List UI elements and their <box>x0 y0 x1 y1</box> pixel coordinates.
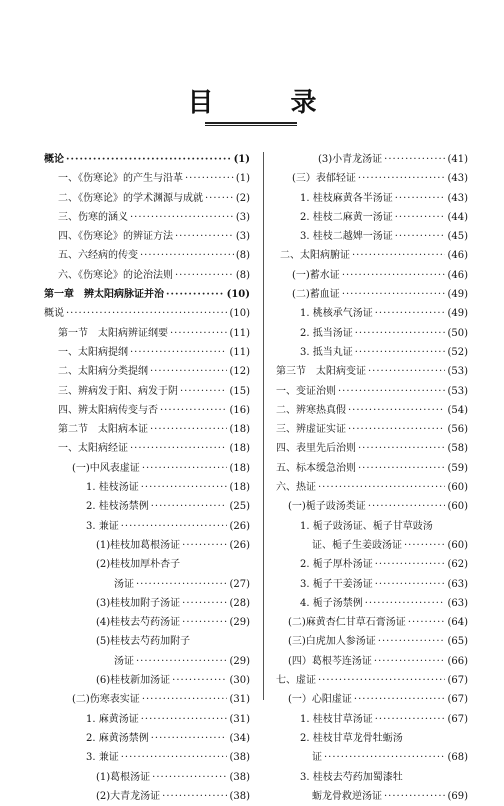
toc-leader-dots <box>375 710 446 729</box>
toc-entry-page: (26) <box>229 539 250 551</box>
toc-leader-dots <box>170 324 227 343</box>
toc-entry-label: 一、变证治则 <box>276 385 336 397</box>
toc-entry[interactable] <box>276 748 468 767</box>
toc-entry-page: (31) <box>229 694 250 706</box>
toc-entry-label: 三、伤寒的涵义 <box>58 211 128 223</box>
toc-entry-label: 六、《伤寒论》的论治法则 <box>58 269 173 281</box>
toc-leader-dots <box>66 304 227 323</box>
toc-entry[interactable] <box>276 169 468 188</box>
toc-entry-label: (二)伤寒表实证 <box>72 694 140 706</box>
toc-entry-label: 二、太阳病分类提纲 <box>58 366 148 378</box>
toc-entry[interactable] <box>44 632 250 651</box>
toc-entry-page: (46) <box>447 269 468 281</box>
toc-entry[interactable] <box>44 594 250 613</box>
toc-leader-dots <box>358 459 445 478</box>
toc-entry-label: 3. 兼证 <box>86 752 119 764</box>
toc-entry-label: 2. 桂枝甘草龙骨牡蛎汤 <box>300 732 403 744</box>
toc-leader-dots <box>121 748 228 767</box>
toc-entry-label: 一、太阳病经证 <box>58 443 128 455</box>
toc-entry[interactable] <box>44 555 250 574</box>
toc-entry-label: 五、标本缓急治则 <box>276 462 356 474</box>
toc-entry-page: (15) <box>229 385 250 397</box>
toc-entry[interactable] <box>44 227 250 246</box>
toc-leader-dots <box>182 536 227 555</box>
toc-leader-dots <box>130 208 234 227</box>
toc-entry-page: (50) <box>447 327 468 339</box>
toc-entry[interactable] <box>44 246 250 265</box>
toc-entry-label: 汤证 <box>114 578 134 590</box>
toc-leader-dots <box>368 497 446 516</box>
toc-entry-page: (41) <box>447 154 468 165</box>
toc-leader-dots <box>141 478 228 497</box>
toc-entry-page: (38) <box>229 790 250 802</box>
toc-entry[interactable] <box>44 652 250 671</box>
toc-entry[interactable] <box>44 671 250 690</box>
title-rule <box>205 122 297 124</box>
toc-entry-label: 概论 <box>44 154 64 165</box>
toc-entry[interactable] <box>44 343 250 362</box>
toc-entry-label: 第一章 辨太阳病脉证并治 <box>44 289 164 301</box>
toc-leader-dots <box>368 362 445 381</box>
toc-leader-dots <box>318 478 445 497</box>
toc-entry-label: 2. 抵当汤证 <box>300 327 353 339</box>
toc-entry-page: (25) <box>229 501 250 513</box>
toc-entry[interactable] <box>44 169 250 188</box>
toc-leader-dots <box>130 439 227 458</box>
toc-entry[interactable] <box>276 459 468 478</box>
toc-entry-page: (18) <box>229 482 250 494</box>
toc-entry-page: (8) <box>235 250 250 262</box>
toc-entry-label: 第三节 太阳病变证 <box>276 366 366 378</box>
toc-entry[interactable] <box>44 536 250 555</box>
toc-leader-dots <box>121 517 228 536</box>
toc-leader-dots <box>182 594 227 613</box>
toc-entry[interactable] <box>276 517 468 536</box>
toc-entry-page: (34) <box>229 732 250 744</box>
toc-entry-page: (52) <box>447 346 468 358</box>
toc-entry[interactable] <box>44 439 250 458</box>
toc-leader-dots <box>404 536 445 555</box>
toc-entry[interactable] <box>276 227 468 246</box>
toc-leader-dots <box>151 497 228 516</box>
toc-entry-page: (38) <box>229 752 250 764</box>
toc-leader-dots <box>166 285 225 304</box>
toc-entry-page: (1) <box>235 173 250 185</box>
toc-entry[interactable] <box>276 304 468 323</box>
toc-entry-label: (四）葛根芩连汤证 <box>288 655 372 667</box>
toc-entry[interactable] <box>44 459 250 478</box>
toc-entry-label: 一、太阳病提纲 <box>58 346 128 358</box>
toc-leader-dots <box>375 575 446 594</box>
toc-leader-dots <box>175 227 234 246</box>
toc-entry[interactable] <box>276 401 468 420</box>
toc-entry[interactable] <box>44 420 250 439</box>
toc-entry[interactable] <box>276 710 468 729</box>
toc-entry-page: (3) <box>235 231 250 243</box>
toc-leader-dots <box>150 420 227 439</box>
toc-entry[interactable] <box>44 189 250 208</box>
toc-leader-dots <box>355 324 446 343</box>
toc-leader-dots <box>355 343 446 362</box>
toc-entry-label: 2. 麻黄汤禁例 <box>86 732 149 744</box>
toc-entry-page: (18) <box>229 443 250 455</box>
toc-entry[interactable] <box>44 748 250 767</box>
toc-entry-label: 三、辨虚证实证 <box>276 424 346 436</box>
toc-entry-label: 2. 桂枝二麻黄一汤证 <box>300 211 393 223</box>
toc-entry-page: (43) <box>447 173 468 185</box>
toc-entry-page: (8) <box>235 269 250 281</box>
toc-leader-dots <box>358 169 446 188</box>
toc-entry-label: (2)桂枝加厚朴杏子 <box>96 559 181 571</box>
toc-entry[interactable] <box>44 401 250 420</box>
toc-entry[interactable] <box>276 787 468 806</box>
toc-entry-page: (44) <box>447 211 468 223</box>
toc-right-column <box>276 150 468 806</box>
toc-entry-page: (53) <box>447 385 468 397</box>
toc-leader-dots <box>142 690 228 709</box>
toc-entry-page: (46) <box>447 250 468 262</box>
toc-entry-page: (54) <box>447 404 468 416</box>
toc-entry-label: (三)白虎加人参汤证 <box>288 636 376 648</box>
toc-entry-page: (27) <box>229 578 250 590</box>
toc-leader-dots <box>130 343 227 362</box>
toc-entry-label: 1. 桂枝麻黄各半汤证 <box>300 192 393 204</box>
toc-entry-label: (一）心阳虚证 <box>288 694 352 706</box>
toc-entry[interactable] <box>276 150 468 169</box>
toc-entry-label: 蛎龙骨救逆汤证 <box>312 790 382 802</box>
toc-leader-dots <box>182 613 227 632</box>
toc-entry-page: (16) <box>229 404 250 416</box>
toc-entry-label: 第二节 太阳病本证 <box>58 424 148 436</box>
toc-leader-dots <box>354 690 446 709</box>
toc-entry[interactable] <box>44 690 250 709</box>
toc-leader-dots <box>324 748 445 767</box>
toc-entry-label: 4. 栀子汤禁例 <box>300 597 363 609</box>
toc-entry[interactable] <box>276 575 468 594</box>
toc-leader-dots <box>205 189 234 208</box>
toc-leader-dots <box>378 632 446 651</box>
toc-entry-label: (一)中风表虚证 <box>72 462 140 474</box>
toc-entry-label: 1. 栀子豉汤证、栀子甘草豉汤 <box>300 520 433 532</box>
toc-leader-dots <box>185 169 234 188</box>
toc-entry[interactable] <box>276 768 468 787</box>
toc-leader-dots <box>66 150 232 169</box>
column-divider <box>263 152 264 700</box>
toc-entry[interactable] <box>44 768 250 787</box>
toc-leader-dots <box>374 652 446 671</box>
toc-entry-page: (58) <box>447 443 468 455</box>
toc-entry[interactable] <box>276 478 468 497</box>
toc-entry[interactable] <box>44 575 250 594</box>
toc-leader-dots <box>384 787 445 806</box>
toc-leader-dots <box>395 227 446 246</box>
toc-entry[interactable] <box>276 690 468 709</box>
toc-entry-page: (62) <box>447 559 468 571</box>
toc-entry-page: (38) <box>229 771 250 783</box>
toc-entry-label: (1)葛根汤证 <box>96 771 151 783</box>
toc-entry[interactable] <box>276 266 468 285</box>
toc-entry-label: 二、《伤寒论》的学术渊源与成就 <box>58 192 203 204</box>
toc-leader-dots <box>384 150 445 169</box>
toc-entry-page: (28) <box>229 597 250 609</box>
toc-entry[interactable] <box>44 710 250 729</box>
toc-entry-label: 七、虚证 <box>276 675 316 687</box>
toc-entry-page: (45) <box>447 231 468 243</box>
toc-entry-page: (18) <box>229 462 250 474</box>
toc-entry-label: 3. 兼证 <box>86 520 119 532</box>
toc-entry[interactable] <box>44 613 250 632</box>
toc-entry-page: (60) <box>447 539 468 551</box>
toc-entry-page: (65) <box>447 636 468 648</box>
toc-entry-page: (12) <box>229 366 250 378</box>
toc-entry-label: 三、辨病发于阳、病发于阴 <box>58 385 178 397</box>
toc-entry-label: 证、栀子生姜豉汤证 <box>312 539 402 551</box>
page-title: 目 录 <box>187 88 351 118</box>
toc-entry[interactable] <box>44 787 250 806</box>
toc-leader-dots <box>151 729 228 748</box>
toc-entry[interactable] <box>276 343 468 362</box>
toc-leader-dots <box>152 768 227 787</box>
toc-entry-page: (10) <box>226 289 250 301</box>
toc-entry-page: (11) <box>229 327 250 339</box>
toc-entry-label: 证 <box>312 752 322 764</box>
toc-leader-dots <box>180 382 227 401</box>
toc-entry[interactable] <box>44 324 250 343</box>
toc-entry-page: (29) <box>229 655 250 667</box>
toc-entry-label: 1. 桂枝甘草汤证 <box>300 713 373 725</box>
toc-entry-label: (2)大青龙汤证 <box>96 790 161 802</box>
toc-entry-page: (43) <box>447 192 468 204</box>
toc-entry[interactable] <box>276 497 468 516</box>
toc-entry-page: (67) <box>447 713 468 725</box>
toc-entry-page: (11) <box>229 346 250 358</box>
toc-entry-page: (26) <box>229 520 250 532</box>
toc-entry-page: (67) <box>447 675 468 687</box>
toc-entry-label: (二)麻黄杏仁甘草石膏汤证 <box>288 617 406 629</box>
toc-entry[interactable] <box>44 517 250 536</box>
toc-entry[interactable] <box>44 382 250 401</box>
toc-entry-label: 3. 桂枝二越婢一汤证 <box>300 231 393 243</box>
toc-entry[interactable] <box>44 362 250 381</box>
toc-entry[interactable] <box>44 266 250 285</box>
toc-entry-page: (49) <box>447 308 468 320</box>
toc-entry-page: (63) <box>447 597 468 609</box>
toc-leader-dots <box>136 575 227 594</box>
toc-leader-dots <box>338 382 445 401</box>
toc-entry[interactable] <box>276 208 468 227</box>
toc-entry[interactable] <box>276 594 468 613</box>
toc-entry-label: 3. 桂枝去芍药加蜀漆牡 <box>300 771 403 783</box>
toc-entry-label: (1)桂枝加葛根汤证 <box>96 539 181 551</box>
toc-entry[interactable] <box>276 536 468 555</box>
toc-entry[interactable] <box>276 671 468 690</box>
toc-leader-dots <box>352 246 445 265</box>
toc-leader-dots <box>365 594 446 613</box>
toc-entry[interactable] <box>276 652 468 671</box>
toc-entry-page: (59) <box>447 462 468 474</box>
toc-entry-label: (二)蓄血证 <box>292 289 340 301</box>
toc-leader-dots <box>162 787 227 806</box>
toc-entry[interactable] <box>276 439 468 458</box>
toc-entry-label: 第一节 太阳病辨证纲要 <box>58 327 168 339</box>
toc-leader-dots <box>136 652 227 671</box>
toc-entry-page: (49) <box>447 289 468 301</box>
toc-entry[interactable] <box>44 729 250 748</box>
toc-entry-page: (1) <box>233 154 250 165</box>
toc-leader-dots <box>348 401 445 420</box>
toc-entry[interactable] <box>276 324 468 343</box>
toc-entry-label: 四、表里先后治则 <box>276 443 356 455</box>
toc-entry-page: (67) <box>447 694 468 706</box>
toc-entry-label: 3. 抵当丸证 <box>300 346 353 358</box>
toc-leader-dots <box>375 304 446 323</box>
toc-entry-label: 2. 桂枝汤禁例 <box>86 501 149 513</box>
toc-entry-page: (53) <box>447 366 468 378</box>
toc-entry[interactable] <box>44 150 250 169</box>
toc-leader-dots <box>175 266 234 285</box>
toc-entry-page: (69) <box>447 790 468 802</box>
toc-entry-label: 四、辨太阳病传变与否 <box>58 404 158 416</box>
toc-entry-page: (60) <box>447 501 468 513</box>
toc-entry[interactable] <box>276 555 468 574</box>
title-rule-thin <box>205 125 297 126</box>
toc-entry-label: 六、热证 <box>276 482 316 494</box>
toc-entry-label: 五、六经病的传变 <box>58 250 138 262</box>
toc-entry-label: (一)栀子豉汤类证 <box>288 501 366 513</box>
toc-entry-page: (18) <box>229 424 250 436</box>
toc-leader-dots <box>141 710 228 729</box>
toc-entry-label: 3. 栀子干姜汤证 <box>300 578 373 590</box>
toc-entry-label: (3)小青龙汤证 <box>318 154 383 165</box>
toc-leader-dots <box>358 439 445 458</box>
toc-entry[interactable] <box>276 420 468 439</box>
toc-leader-dots <box>142 459 228 478</box>
toc-entry[interactable] <box>276 246 468 265</box>
toc-entry-label: (6)桂枝新加汤证 <box>96 675 171 687</box>
toc-leader-dots <box>140 246 234 265</box>
toc-entry-label: 1. 麻黄汤证 <box>86 713 139 725</box>
toc-entry[interactable] <box>44 304 250 323</box>
toc-entry[interactable] <box>276 285 468 304</box>
toc-leader-dots <box>160 401 227 420</box>
toc-entry-label: 1. 桃核承气汤证 <box>300 308 373 320</box>
toc-leader-dots <box>318 671 445 690</box>
toc-entry[interactable] <box>44 208 250 227</box>
toc-entry-page: (63) <box>447 578 468 590</box>
toc-entry-page: (56) <box>447 424 468 436</box>
toc-entry-label: 二、辨寒热真假 <box>276 404 346 416</box>
toc-entry-page: (10) <box>229 308 250 320</box>
toc-entry-label: 概说 <box>44 308 64 320</box>
toc-entry-page: (64) <box>447 617 468 629</box>
toc-entry[interactable] <box>276 382 468 401</box>
toc-entry-label: 二、太阳病腑证 <box>280 250 350 262</box>
toc-leader-dots <box>395 189 446 208</box>
toc-entry-label: 1. 桂枝汤证 <box>86 482 139 494</box>
toc-entry-label: (三）表郁轻证 <box>292 173 356 185</box>
toc-entry[interactable] <box>276 729 468 748</box>
toc-leader-dots <box>150 362 227 381</box>
toc-leader-dots <box>348 420 445 439</box>
toc-entry-label: 2. 栀子厚朴汤证 <box>300 559 373 571</box>
toc-entry[interactable] <box>276 613 468 632</box>
toc-entry-label: (3)桂枝加附子汤证 <box>96 597 181 609</box>
toc-leader-dots <box>375 555 446 574</box>
toc-leader-dots <box>342 285 446 304</box>
toc-entry[interactable] <box>44 497 250 516</box>
toc-entry-label: (4)桂枝去芍药汤证 <box>96 617 181 629</box>
toc-entry-page: (68) <box>447 752 468 764</box>
toc-entry[interactable] <box>276 362 468 381</box>
toc-entry-page: (30) <box>229 675 250 687</box>
toc-entry[interactable] <box>276 632 468 651</box>
toc-entry-page: (29) <box>229 617 250 629</box>
toc-entry-label: 四、《伤寒论》的辨证方法 <box>58 231 173 243</box>
toc-entry[interactable] <box>44 285 250 304</box>
toc-entry-page: (31) <box>229 713 250 725</box>
toc-leader-dots <box>342 266 446 285</box>
toc-leader-dots <box>395 208 446 227</box>
toc-leader-dots <box>172 671 227 690</box>
toc-entry-label: 一、《伤寒论》的产生与沿革 <box>58 173 183 185</box>
toc-entry[interactable] <box>44 478 250 497</box>
toc-entry-page: (66) <box>447 655 468 667</box>
toc-entry-label: 汤证 <box>114 655 134 667</box>
toc-entry-page: (60) <box>447 482 468 494</box>
toc-leader-dots <box>408 613 446 632</box>
toc-entry-page: (2) <box>235 192 250 204</box>
toc-left-column <box>44 150 250 806</box>
toc-entry-page: (3) <box>235 211 250 223</box>
toc-entry-label: (5)桂枝去芍药加附子 <box>96 636 191 648</box>
toc-entry-label: (一)蓄水证 <box>292 269 340 281</box>
toc-entry[interactable] <box>276 189 468 208</box>
